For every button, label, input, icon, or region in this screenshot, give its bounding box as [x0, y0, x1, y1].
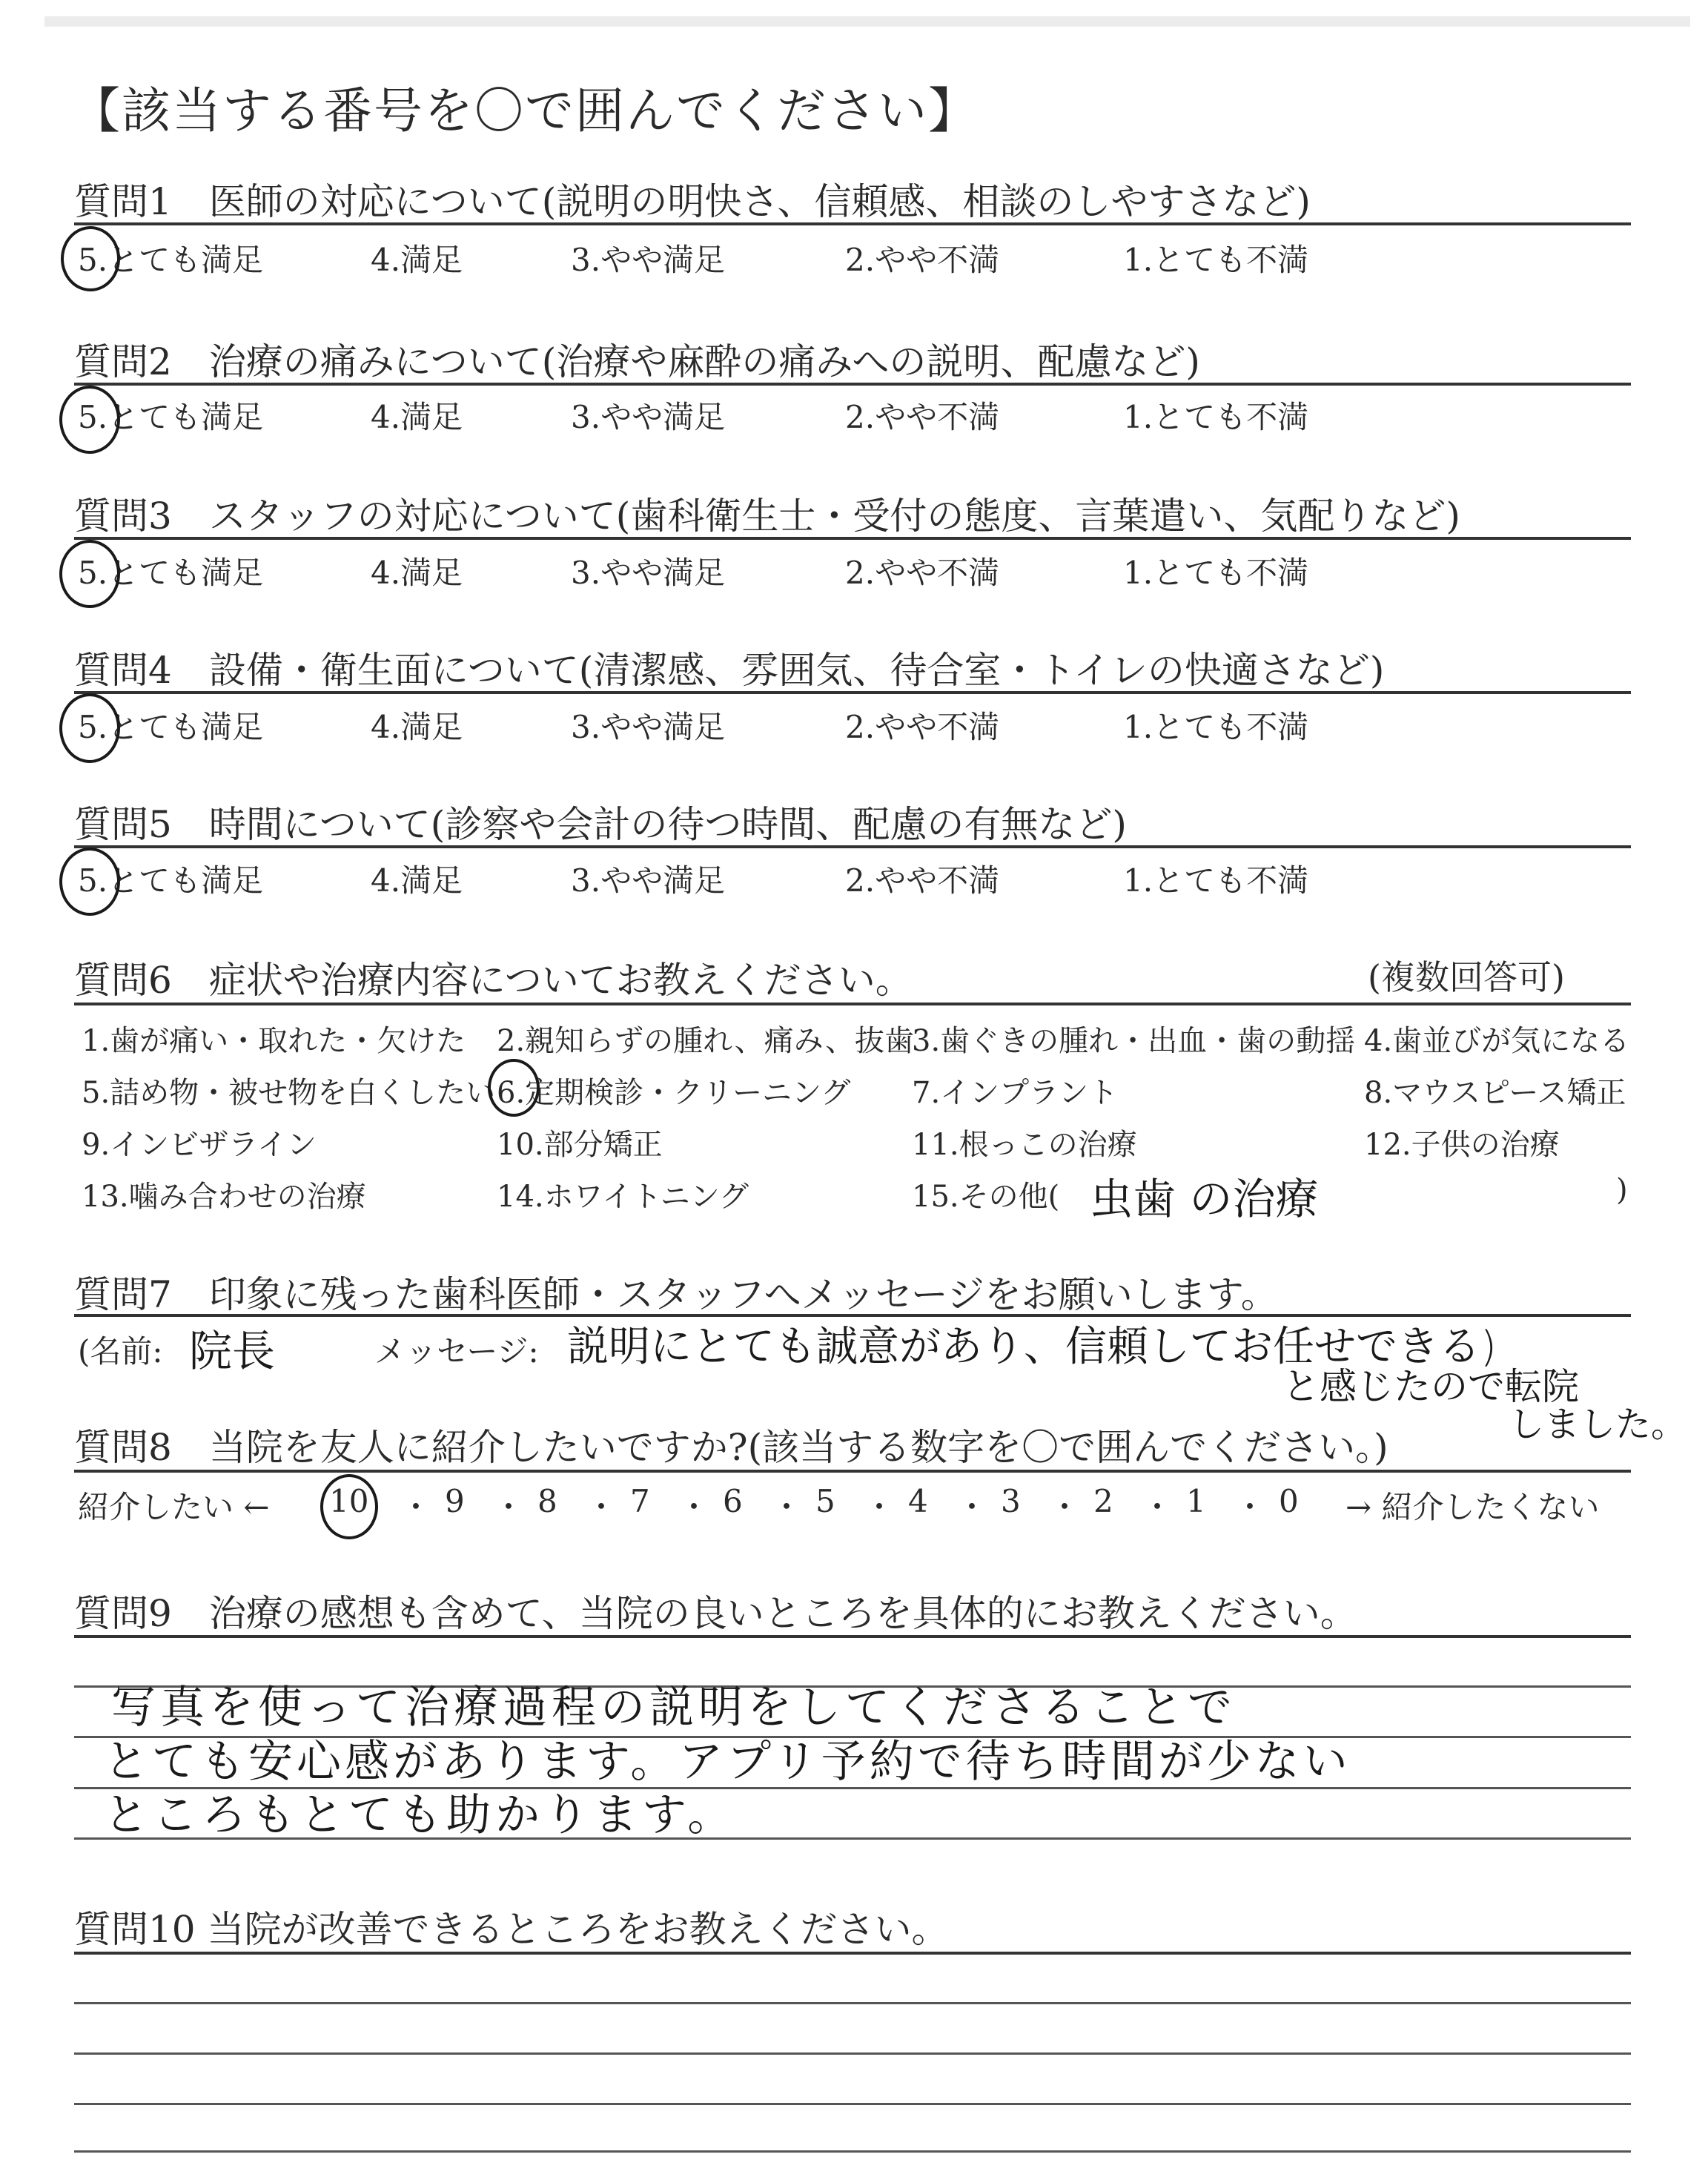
question-9-text: 質問9 治療の感想も含めて、当院の良いところを具体的にお教えください。 — [74, 1592, 1357, 1635]
question-2-text: 質問2 治療の痛みについて(治療や麻酔の痛みへの説明、配慮など) — [74, 340, 1200, 383]
q1-option-2[interactable]: 2.やや不満 — [845, 242, 1000, 278]
q6-item-3[interactable]: 3.歯ぐきの腫れ・出血・歯の動揺 — [912, 1024, 1356, 1058]
question-5-rule — [74, 845, 1631, 848]
q8-score-6[interactable]: 6 — [723, 1483, 743, 1519]
q4-option-3[interactable]: 3.やや満足 — [571, 709, 726, 745]
question-7-text: 質問7 印象に残った歯科医師・スタッフへメッセージをお願いします。 — [74, 1273, 1278, 1316]
q10-line-4 — [74, 2150, 1631, 2153]
q8-score-8[interactable]: 8 — [537, 1483, 557, 1519]
q5-option-2[interactable]: 2.やや不満 — [845, 862, 1000, 899]
q8-dot-7: ・ — [956, 1489, 988, 1525]
q3-answer-circle — [59, 540, 120, 608]
question-8-text: 質問8 当院を友人に紹介したいですか?(該当する数字を〇で囲んでください。) — [74, 1426, 1388, 1469]
question-1-text: 質問1 医師の対応について(説明の明快さ、信頼感、相談のしやすさなど) — [74, 180, 1311, 223]
q8-dot-8: ・ — [1049, 1489, 1081, 1525]
q6-item-9[interactable]: 9.インビザライン — [82, 1128, 317, 1162]
question-4-text: 質問4 設備・衛生面について(清潔感、雰囲気、待合室・トイレの快適さなど) — [74, 649, 1385, 692]
question-1-rule — [74, 222, 1631, 225]
q3-option-3[interactable]: 3.やや満足 — [571, 555, 726, 591]
q8-right-label: → 紹介したくない — [1345, 1489, 1600, 1525]
q7-name-label: (名前: — [78, 1333, 163, 1370]
q1-option-5[interactable]: 5.とても満足 — [78, 242, 264, 278]
q4-option-5[interactable]: 5.とても満足 — [78, 709, 264, 745]
q1-option-3[interactable]: 3.やや満足 — [571, 242, 726, 278]
q8-dot-2: ・ — [493, 1489, 525, 1525]
q2-option-1[interactable]: 1.とても不満 — [1123, 399, 1309, 435]
scan-top-edge — [44, 16, 1690, 27]
q1-option-4[interactable]: 4.満足 — [371, 242, 463, 278]
q2-option-5[interactable]: 5.とても満足 — [78, 399, 264, 435]
q5-option-4[interactable]: 4.満足 — [371, 862, 463, 899]
q6-item-14[interactable]: 14.ホワイトニング — [497, 1180, 749, 1214]
q6-item-13[interactable]: 13.噛み合わせの治療 — [82, 1180, 366, 1214]
question-6-note: (複数回答可) — [1368, 957, 1565, 997]
q8-score-3[interactable]: 3 — [1001, 1483, 1021, 1519]
q2-option-3[interactable]: 3.やや満足 — [571, 399, 726, 435]
question-4-rule — [74, 691, 1631, 694]
q10-line-1 — [74, 2002, 1631, 2004]
question-2-rule — [74, 383, 1631, 386]
q8-score-10[interactable]: 10 — [329, 1483, 369, 1519]
q6-item-11[interactable]: 11.根っこの治療 — [912, 1128, 1137, 1162]
q4-option-1[interactable]: 1.とても不満 — [1123, 709, 1309, 745]
q5-option-3[interactable]: 3.やや満足 — [571, 862, 726, 899]
q8-left-label: 紹介したい ← — [78, 1489, 270, 1525]
q4-answer-circle — [59, 693, 120, 763]
q8-selected-circle — [320, 1474, 378, 1539]
q8-dot-9: ・ — [1142, 1489, 1174, 1525]
q8-dot-10: ・ — [1234, 1489, 1266, 1525]
q8-score-7[interactable]: 7 — [630, 1483, 650, 1519]
question-8-rule — [74, 1470, 1631, 1473]
q3-option-5[interactable]: 5.とても満足 — [78, 555, 264, 591]
q8-score-5[interactable]: 5 — [815, 1483, 835, 1519]
q8-dot-6: ・ — [864, 1489, 896, 1525]
q8-score-1[interactable]: 1 — [1186, 1483, 1206, 1519]
q6-item-1[interactable]: 1.歯が痛い・取れた・欠けた — [82, 1024, 466, 1058]
question-6-text: 質問6 症状や治療内容についてお教えください。 — [74, 959, 913, 1002]
q6-item-5[interactable]: 5.詰め物・被せ物を白くしたい — [82, 1076, 496, 1110]
question-10-text: 質問10 当院が改善できるところをお教えください。 — [74, 1908, 949, 1951]
q10-line-3 — [74, 2103, 1631, 2105]
q9-answer-line-2: とても安心感があります。アプリ予約で待ち時間が少ない — [104, 1736, 1351, 1788]
form-instruction-header: 【該当する番号を〇で囲んでください】 — [71, 82, 979, 139]
q6-item-10[interactable]: 10.部分矯正 — [497, 1128, 663, 1162]
q6-item-6[interactable]: 6.定期検診・クリーニング — [497, 1076, 851, 1110]
q5-option-5[interactable]: 5.とても満足 — [78, 862, 264, 899]
q4-option-4[interactable]: 4.満足 — [371, 709, 463, 745]
q2-answer-circle — [59, 386, 120, 454]
q1-answer-circle — [61, 226, 120, 291]
q6-item-2[interactable]: 2.親知らずの腫れ、痛み、抜歯 — [497, 1024, 914, 1058]
q7-message-line-2: と感じたので転院 — [1282, 1365, 1579, 1408]
q6-other-close: ) — [1616, 1173, 1628, 1207]
q8-dot-3: ・ — [586, 1489, 618, 1525]
q5-option-1[interactable]: 1.とても不満 — [1123, 862, 1309, 899]
q7-message-line-3: しました。 — [1509, 1404, 1687, 1445]
q5-answer-circle — [59, 848, 120, 916]
q8-score-0[interactable]: 0 — [1279, 1483, 1299, 1519]
q7-message-label: メッセージ: — [374, 1333, 539, 1370]
q3-option-2[interactable]: 2.やや不満 — [845, 555, 1000, 591]
q6-item-12[interactable]: 12.子供の治療 — [1364, 1128, 1560, 1162]
question-3-text: 質問3 スタッフの対応について(歯科衛生士・受付の態度、言葉遣い、気配りなど) — [74, 495, 1460, 538]
q8-score-9[interactable]: 9 — [445, 1483, 465, 1519]
q8-score-2[interactable]: 2 — [1093, 1483, 1113, 1519]
q2-option-2[interactable]: 2.やや不満 — [845, 399, 1000, 435]
q10-line-2 — [74, 2052, 1631, 2055]
q6-item-7[interactable]: 7.インプラント — [912, 1076, 1119, 1110]
q8-dot-5: ・ — [771, 1489, 803, 1525]
q9-answer-line-3: ところもとても助かります。 — [104, 1789, 737, 1841]
q7-message-line-1: 説明にとても誠意があり、信頼してお任せできる) — [567, 1323, 1497, 1371]
q8-score-4[interactable]: 4 — [908, 1483, 928, 1519]
q2-option-4[interactable]: 4.満足 — [371, 399, 463, 435]
q8-dot-4: ・ — [678, 1489, 710, 1525]
q6-other-handwritten: 虫歯 の治療 — [1090, 1174, 1319, 1224]
q4-option-2[interactable]: 2.やや不満 — [845, 709, 1000, 745]
q7-name-value: 院長 — [189, 1326, 276, 1376]
q8-dot-1: ・ — [400, 1489, 432, 1525]
q6-item-15[interactable]: 15.その他( — [912, 1180, 1060, 1214]
question-10-rule — [74, 1952, 1631, 1955]
q3-option-1[interactable]: 1.とても不満 — [1123, 555, 1309, 591]
question-9-rule — [74, 1635, 1631, 1638]
q6-selected-circle — [488, 1059, 540, 1117]
question-3-rule — [74, 537, 1631, 540]
question-5-text: 質問5 時間について(診察や会計の待つ時間、配慮の有無など) — [74, 803, 1127, 846]
q6-item-4[interactable]: 4.歯並びが気になる — [1364, 1024, 1630, 1058]
q6-item-8[interactable]: 8.マウスピース矯正 — [1364, 1076, 1626, 1110]
question-6-rule — [74, 1003, 1631, 1005]
q3-option-4[interactable]: 4.満足 — [371, 555, 463, 591]
q9-answer-line-1: 写真を使って治療過程の説明をしてくださることで — [111, 1682, 1237, 1734]
q1-option-1[interactable]: 1.とても不満 — [1123, 242, 1309, 278]
